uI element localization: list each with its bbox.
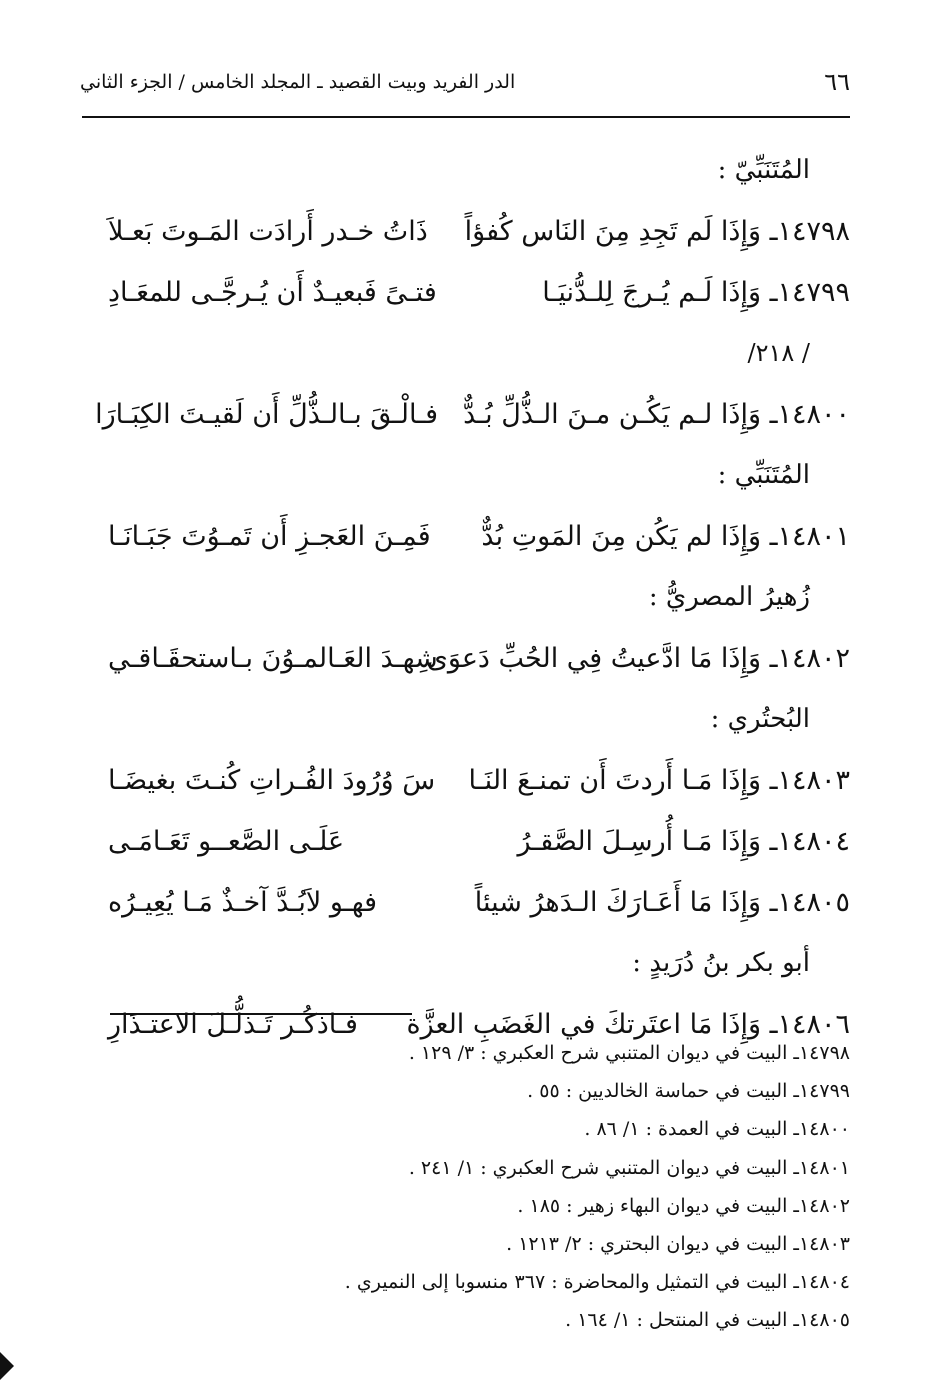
- second-hemistich: فتـىً فَبعيـدٌ أَن يُـرجَّـى للمعَـادِ: [108, 277, 437, 308]
- page-reference-line: [108, 323, 850, 384]
- poet-name: المُتَنَبِّيّ :: [717, 155, 810, 185]
- poet-heading: [108, 567, 850, 628]
- poem-body: [95, 140, 850, 1055]
- verse-line: [108, 201, 850, 262]
- second-hemistich: شِهـدَ العَـالمـوُنَ بـاستحقَـاقـي: [108, 643, 438, 674]
- poet-name: البُحتُري :: [710, 704, 810, 734]
- verse-line: [108, 750, 850, 811]
- second-hemistich: عَلَـى الصَّعــو تَعَـامَـى: [108, 826, 345, 857]
- second-hemistich: فهـو لاَبُـدَّ آخـذٌ مَـا يُعِيـرُه: [108, 887, 378, 918]
- verse-line: [95, 384, 850, 445]
- footnotes: [110, 1034, 850, 1340]
- first-hemistich: ١٤٨٠٤ـ وَإِذَا مَـا أُرسِـلَ الصَّقـرُ: [517, 826, 850, 857]
- first-hemistich: ١٤٨٠٣ـ وَإِذَا مَـا أَردتَ أَن تمنـعَ النَـا: [468, 765, 850, 796]
- footnote: ١٤٨٠٥ـ البيت في المنتحل : ١/ ١٦٤ .: [565, 1309, 850, 1332]
- poet-name: المُتَنَبِّي :: [717, 460, 810, 490]
- first-hemistich: ١٤٧٩٨ـ وَإِذَا لَم تَجِدِ مِنَ النَاس كُفؤاً: [464, 216, 850, 247]
- footnote: ١٤٨٠٤ـ البيت في التمثيل والمحاضرة : ٣٦٧ منسوبا إلى النميري .: [344, 1271, 850, 1294]
- first-hemistich: ١٤٧٩٩ـ وَإِذَا لَـم يُـرجَ لِلـدُّنيَـا: [542, 277, 850, 308]
- first-hemistich: ١٤٨٠٥ـ وَإِذَا مَا أَعَـارَكَ الـدَهرُ شيئاً: [474, 887, 850, 918]
- header-rule: [82, 116, 850, 118]
- poet-name: زُهيرُ المصريُّ :: [648, 582, 810, 612]
- verse-line: [108, 506, 850, 567]
- first-hemistich: ١٤٨٠٦ـ وَإِذَا مَا اعتَرتكَ في الغَضَبِ العزَّة: [406, 1009, 850, 1040]
- poet-heading: [108, 689, 850, 750]
- first-hemistich: ١٤٨٠٢ـ وَإِذَا مَا ادَّعيتُ فِي الحُبِّ دَعوَى: [426, 643, 850, 674]
- footnote: ١٤٨٠٢ـ البيت في ديوان البهاء زهير : ١٨٥ .: [517, 1194, 850, 1217]
- poet-name: أبو بكر بنُ دُرَيدٍ :: [632, 948, 810, 978]
- footnote: ١٤٧٩٨ـ البيت في ديوان المتنبي شرح العكبري : ٣/ ١٢٩ .: [408, 1042, 850, 1064]
- second-hemistich: ذَاتُ خـدر أَرادَت المَـوتَ بَعـلاَ: [108, 216, 428, 247]
- footnote: ١٤٧٩٩ـ البيت في حماسة الخالديين : ٥٥ .: [527, 1080, 850, 1103]
- verse-line: [108, 628, 850, 689]
- footnote-rule: [110, 1013, 412, 1015]
- first-hemistich: ١٤٨٠٠ـ وَإِذَا لـم يَكُـن مـنَ الـذُّلِّ بُـدٌّ: [463, 399, 850, 430]
- second-hemistich: فَمِـنَ العَجـزِ أَن تَمـوُتَ جَبَـانَـا: [108, 521, 431, 552]
- first-hemistich: ١٤٨٠١ـ وَإِذَا لم يَكُن مِنَ المَوتِ بُدٌّ: [481, 521, 850, 552]
- second-hemistich: سَ وُرُودَ الفُـراتِ كُنـتَ بغيضَـا: [108, 765, 436, 796]
- page-number: ٦٦: [824, 68, 850, 96]
- poet-heading: [108, 445, 850, 506]
- corner-mark: [0, 1352, 14, 1380]
- verse-line: [108, 872, 850, 933]
- second-hemistich: فـالْـقَ بـالـذُّلِّ أَن لَقيـتَ الكِبَـارَا: [95, 399, 438, 430]
- running-title: الدر الفريد وبيت القصيد ـ المجلد الخامس / الجزء الثاني: [80, 71, 516, 93]
- footnote: ١٤٨٠٣ـ البيت في ديوان البحتري : ٢/ ١٢١٣ .: [506, 1232, 850, 1255]
- verse-line: [108, 811, 850, 872]
- second-hemistich: فـاذكُـر تَـذلُّـلَ الاعتـذَارِ: [108, 1009, 358, 1040]
- footnote: ١٤٨٠٠ـ البيت في العمدة : ١/ ٨٦ .: [584, 1118, 850, 1141]
- page-reference: / ٢١٨/: [747, 339, 810, 367]
- verse-line: [108, 262, 850, 323]
- running-header: [80, 62, 850, 102]
- poet-heading: [108, 933, 850, 994]
- poet-heading: [108, 140, 850, 201]
- footnote: ١٤٨٠١ـ البيت في ديوان المتنبي شرح العكبري : ١/ ٢٤١ .: [408, 1156, 850, 1179]
